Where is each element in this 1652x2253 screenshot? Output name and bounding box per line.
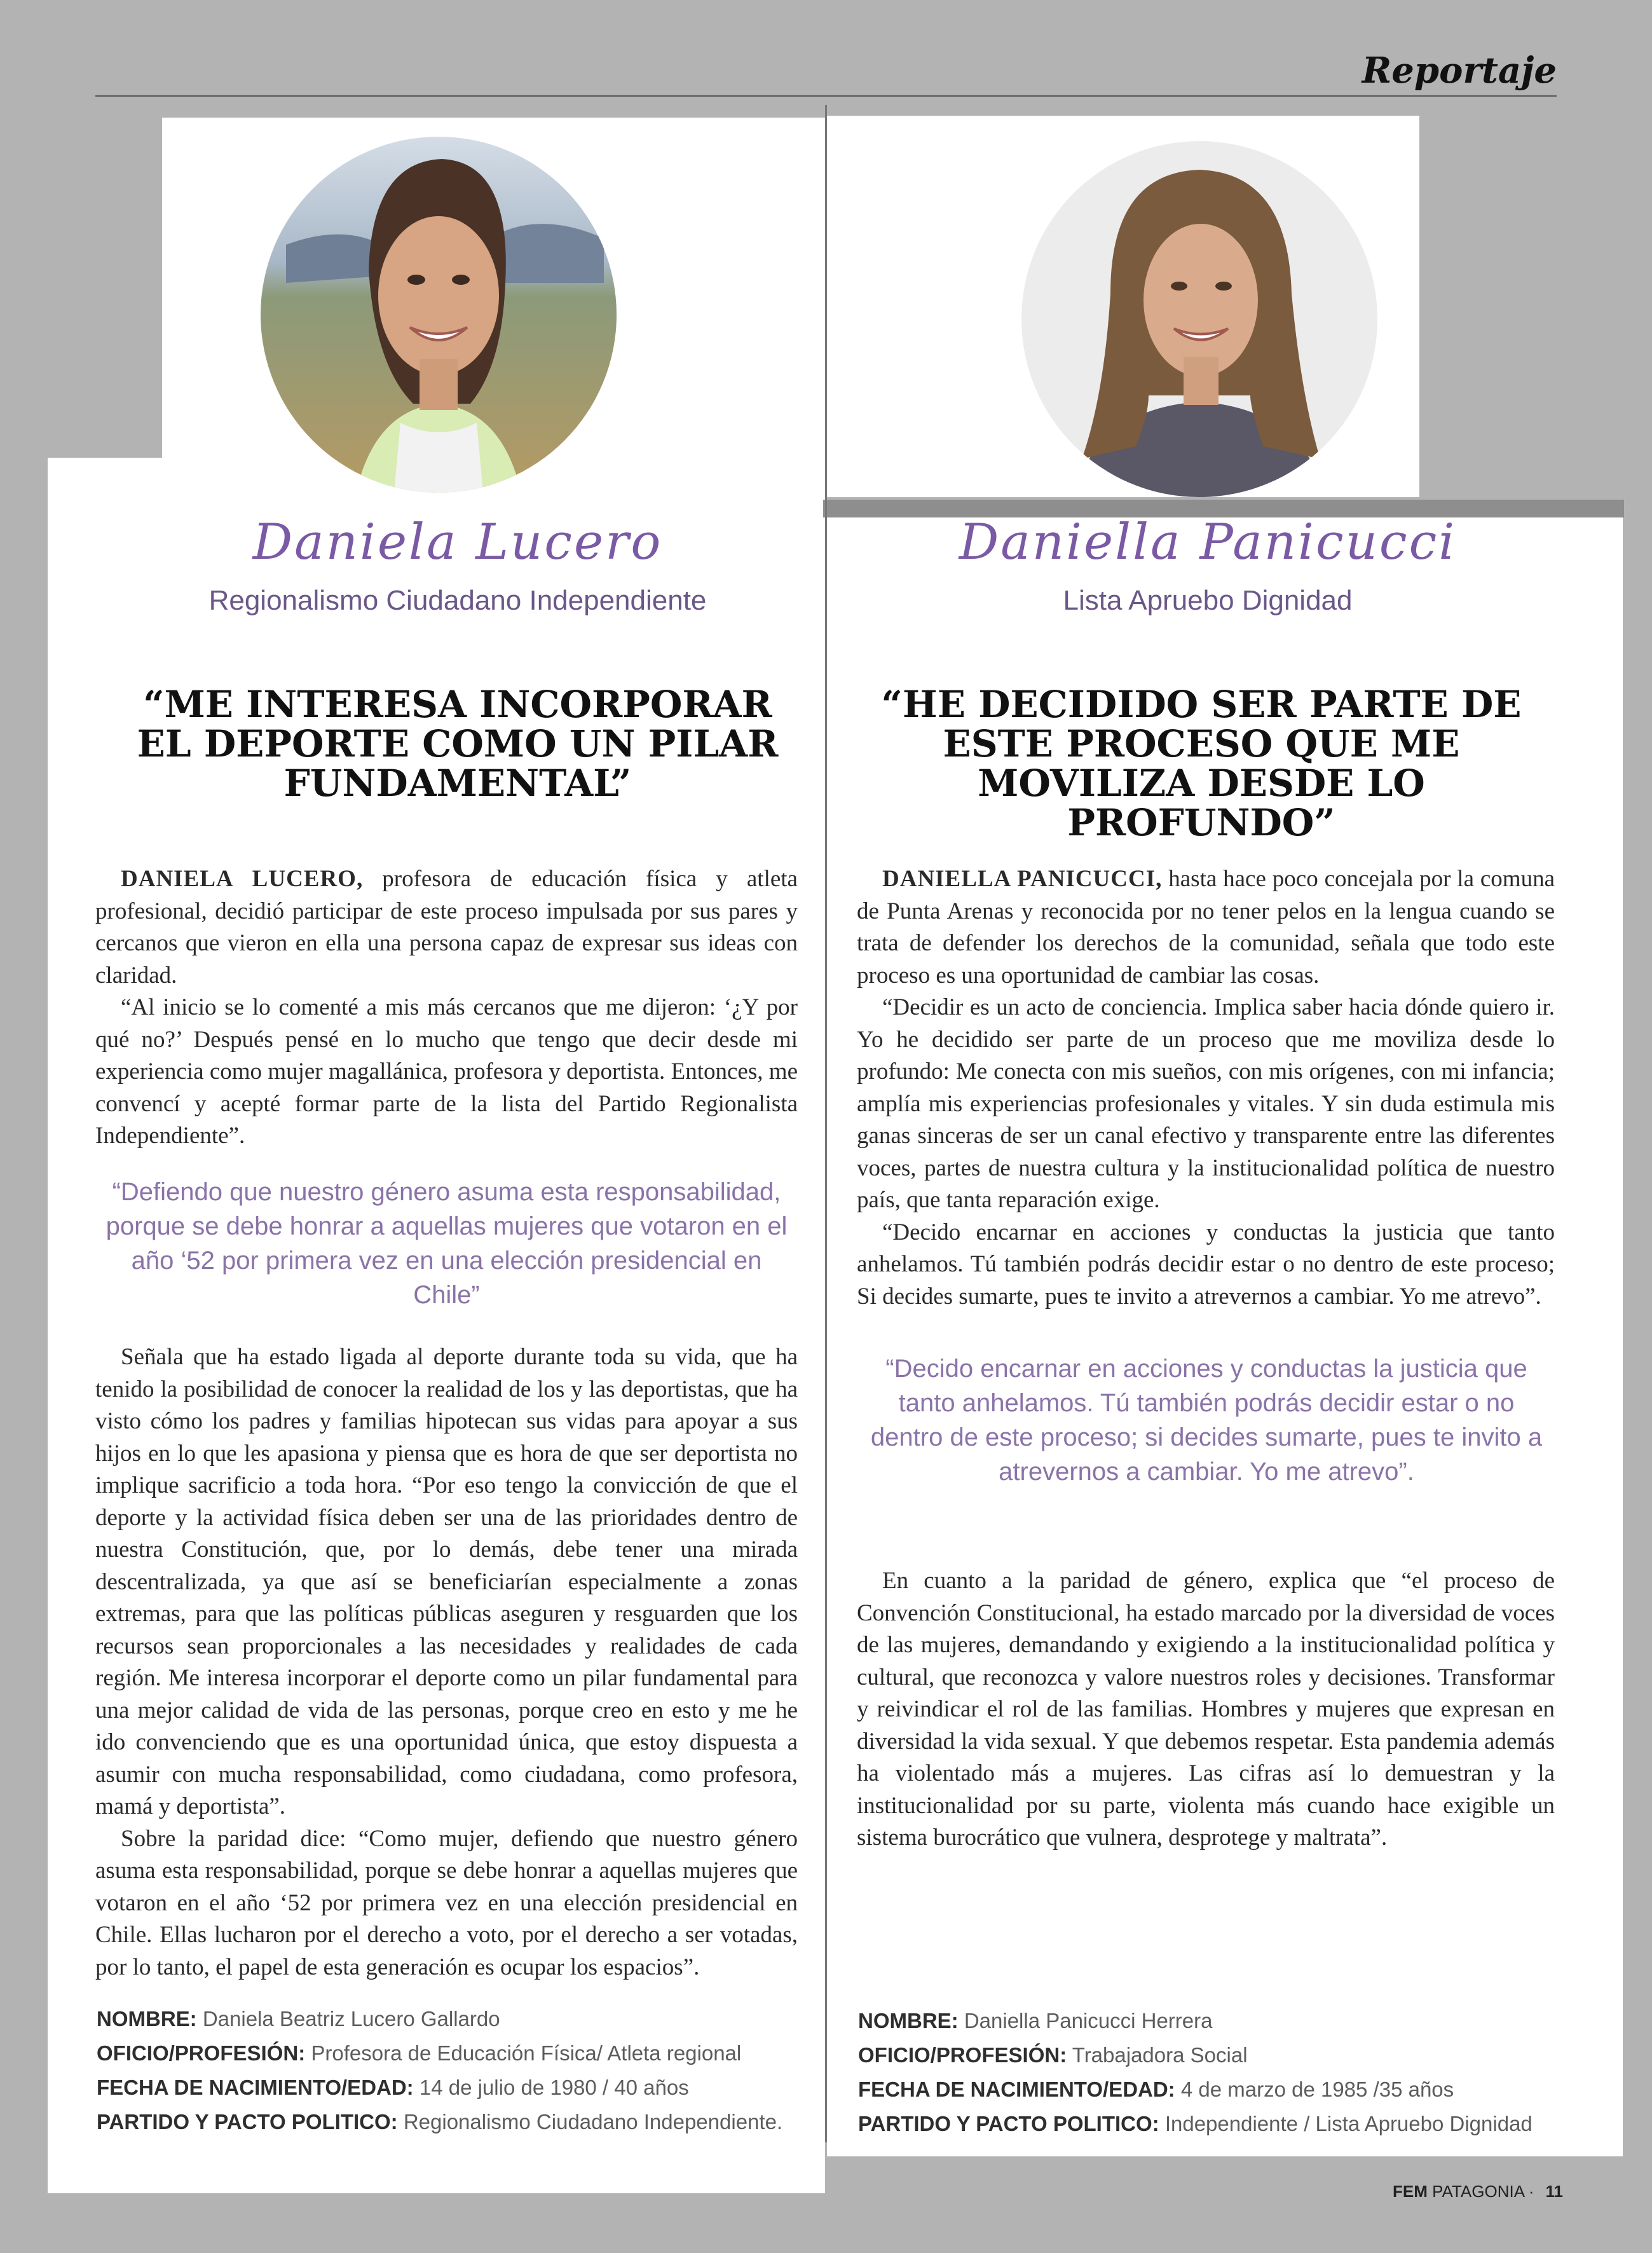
avatar — [1021, 141, 1377, 497]
fact-label: NOMBRE: — [97, 2007, 197, 2030]
paragraph: En cuanto a la paridad de género, explica que “el proceso de Convención Constitucional, ha estado marcado por la diversidad de voces de las mujeres, demandando y exigiendo a la institucionalidad política y cultural, que reconozca y valore nuestros roles y decisiones. Transformar y reivindicar el rol de las familias. Hombres y mujeres que expresan en diversidad la vida sexual. Y que debemos respetar. Esta pandemia además ha violentado más a mujeres. Las cifras así lo demuestran y la institucionalidad por su parte, violenta más cuando hace exigible un sistema burocrático que vulnera, desprotege y maltrata”. — [857, 1568, 1555, 1851]
footer-brand: FEM — [1393, 2182, 1428, 2201]
paragraph: “Decido encarnar en acciones y conductas la justicia que tanto anhelamos. Tú también podrás decidir estar o no dentro de este proceso; Si decides sumarte, pues te invito a atrevernos a cambiar. Yo me atrevo”. — [857, 1219, 1555, 1310]
candidate-party: Lista Apruebo Dignidad — [1063, 585, 1353, 616]
fact-label: NOMBRE: — [858, 2009, 959, 2032]
fact-row — [97, 2071, 809, 2105]
fact-row — [97, 2002, 809, 2036]
paragraph: Sobre la paridad dice: “Como mujer, defiendo que nuestro género asuma esta responsabilidad, porque se debe honrar a aquellas mujeres que votaron en el año ‘52 por primera vez en una elección presidencial en Chile. Ellas lucharon por el derecho a voto, por el derecho a ser votadas, por lo tanto, el papel de esta generación es ocupar los espacios”. — [95, 1825, 798, 1980]
fact-value: 4 de marzo de 1985 /35 años — [1175, 2078, 1454, 2101]
paragraph: Señala que ha estado ligada al deporte durante toda su vida, que ha tenido la posibilidad de conocer la realidad de los y las deportistas, que ha visto cómo los padres y familias hipotecan sus vidas para apoyar a sus hijos en lo que les apasiona y piensa que es hora de que ser deportista no implique sacrificio a toda hora. “Por eso tengo la convicción de que el deporte y la actividad física deben ser una de las prioridades dentro de nuestra Constitución, que, por lo demás, debe tener una mirada descentralizada, ya que así se beneficiarían especialmente a zonas extremas, para que las políticas públicas aseguren y resguarden que los recursos sean proporcionales a las necesidades y realidades de cada región. Me interesa incorporar el deporte como un pilar fundamental para una mejor calidad de vida de las personas, porque creo en esto y me he ido convenciendo que es una oportunidad única, que estoy dispuesta a asumir con mucha responsabilidad, como ciudadana, como profesora, mamá y deportista”. — [95, 1344, 798, 1819]
candidate-party: Regionalismo Ciudadano Independiente — [208, 585, 707, 616]
fact-row — [858, 2004, 1583, 2038]
column-divider — [825, 105, 827, 2142]
fact-label: PARTIDO Y PACTO POLITICO: — [858, 2112, 1159, 2135]
top-rule — [95, 95, 1557, 97]
fact-sheet — [97, 2002, 809, 2139]
avatar — [261, 137, 617, 493]
fact-row — [858, 2072, 1583, 2107]
paragraph: “Al inicio se lo comenté a mis más cercanos que me dijeron: ‘¿Y por qué no?’ Después pensé en lo mucho que tengo que decir desde mi experiencia como mujer magallánica, profesora y deportista. Entonces, me convencí y acepté formar parte de la lista del Partido Regionalista Independiente”. — [95, 994, 798, 1149]
pull-quote: “Defiendo que nuestro género asuma esta responsabilidad, porque se debe honrar a aquellas mujeres que votaron en el año ‘52 por primera vez en una elección presidencial en Chile” — [106, 1178, 788, 1309]
headline: “ME INTERESA INCORPORAR EL DEPORTE COMO UN PILAR FUNDAMENTAL” — [137, 683, 779, 805]
fact-value: Profesora de Educación Física/ Atleta regional — [305, 2041, 742, 2065]
fact-value: Daniela Beatriz Lucero Gallardo — [196, 2007, 500, 2030]
paragraph — [95, 863, 798, 992]
fact-value: Regionalismo Ciudadano Independiente. — [397, 2110, 783, 2133]
fact-value: Trabajadora Social — [1067, 2043, 1248, 2067]
paragraph — [857, 863, 1555, 992]
fact-label: FECHA DE NACIMIENTO/EDAD: — [97, 2076, 414, 2099]
footer-magazine: PATAGONIA · — [1427, 2182, 1534, 2201]
fact-row — [858, 2107, 1583, 2141]
lead-name: DANIELLA PANICUCCI, — [882, 866, 1163, 892]
fact-label: PARTIDO Y PACTO POLITICO: — [97, 2110, 398, 2133]
lead-name: DANIELA LUCERO, — [121, 866, 364, 892]
fact-row — [858, 2038, 1583, 2072]
section-label: Reportaje — [1362, 50, 1557, 92]
fact-label: OFICIO/PROFESIÓN: — [858, 2043, 1067, 2067]
candidate-name: Daniela Lucero — [252, 514, 663, 571]
fact-row — [97, 2105, 809, 2139]
pull-quote: “Decido encarnar en acciones y conductas la justicia que tanto anhelamos. Tú también podrás decidir estar o no dentro de este proceso; si decides sumarte, pues te invito a atrevernos a cambiar. Yo me atrevo”. — [870, 1355, 1543, 1486]
article-body-continued — [95, 1341, 798, 1983]
page-footer — [1393, 2182, 1563, 2202]
fact-label: FECHA DE NACIMIENTO/EDAD: — [858, 2078, 1175, 2101]
article-body-continued — [857, 1565, 1555, 1854]
page-number: 11 — [1545, 2182, 1563, 2201]
article-body — [857, 863, 1555, 1313]
fact-sheet — [858, 2004, 1583, 2141]
candidate-name: Daniella Panicucci — [959, 514, 1457, 571]
fact-row — [97, 2036, 809, 2071]
fact-label: OFICIO/PROFESIÓN: — [97, 2041, 306, 2065]
headline: “HE DECIDIDO SER PARTE DE ESTE PROCESO QUE ME MOVILIZA DESDE LO PROFUNDO” — [881, 683, 1522, 844]
lead-text: hasta hace poco concejala por la comuna de Punta Arenas y reconocida por no tener pelos en la lengua cuando se trata de defender los derechos de la comunidad, señala que todo este proceso es una oportunidad de cambiar las cosas. — [857, 866, 1555, 989]
article-body — [95, 863, 798, 1153]
lead-text: profesora de educación física y atleta profesional, decidió participar de este proceso impulsada por sus pares y cercanos que vieron en ella una persona capaz de expresar sus ideas con claridad. — [95, 866, 798, 989]
paragraph: “Decidir es un acto de conciencia. Implica saber hacia dónde quiero ir. Yo he decidido ser parte de un proceso que me moviliza desde lo profundo: Me conecta con mis sueños, con mis orígenes, con mi infancia; amplía mis experiencias profesionales y vitales. Y sin duda estimula mis ganas sinceras de ser un canal efectivo y transparente entre las diferentes voces, partes de nuestra cultura y la institucionalidad política de nuestro país, que tanta reparación exige. — [857, 994, 1555, 1213]
fact-value: Daniella Panicucci Herrera — [958, 2009, 1213, 2032]
fact-value: Independiente / Lista Apruebo Dignidad — [1159, 2112, 1533, 2135]
fact-value: 14 de julio de 1980 / 40 años — [413, 2076, 689, 2099]
